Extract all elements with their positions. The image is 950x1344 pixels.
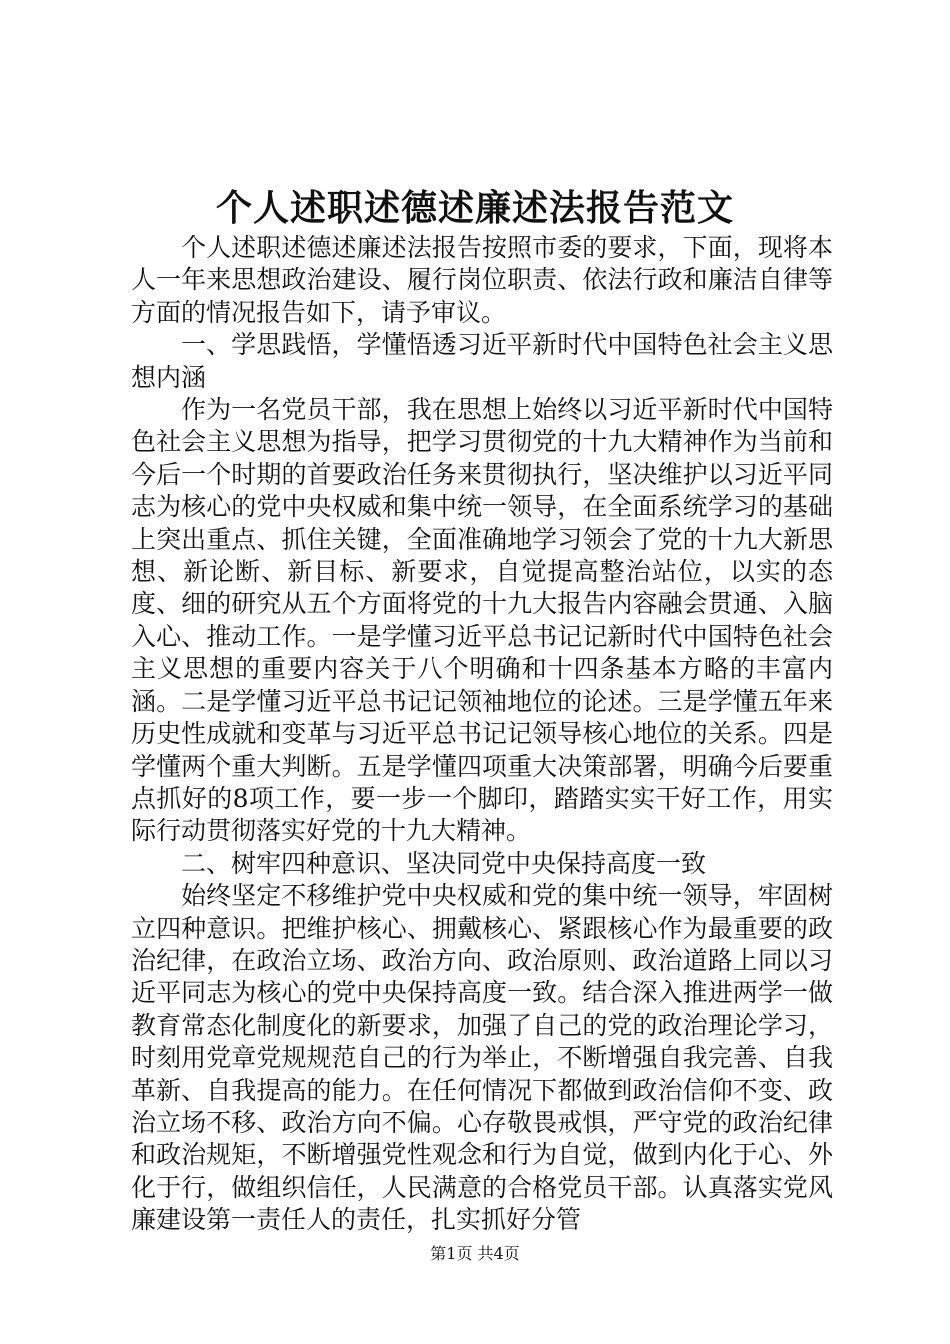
paragraph-section-1: 作为一名党员干部，我在思想上始终以习近平新时代中国特色社会主义思想为指导，把学习贯彻党的十九大精神作为当前和今后一个时期的首要政治任务来贯彻执行，坚决维护以习近平同志为核心的党中央权威和集中统一领导，在全面系统学习的基础上突出重点、抓住关键，全面准确地学习领会了党的十九大新思想、新论断、新目标、新要求，自觉提高整治站位，以实的态度、细的研究从五个方面将党的十九大报告内容融会贯通、入脑入心、推动工作。一是学懂习近平总书记记新时代中国特色社会主义思想的重要内容关于八个明确和十四条基本方略的丰富内涵。二是学懂习近平总书记记领袖地位的论述。三是学懂五年来历史性成就和变革与习近平总书记记领导核心地位的关系。四是学懂两个重大判断。五是学懂四项重大决策部署，明确今后要重点抓好的8项工作，要一步一个脚印，踏踏实实干好工作，用实际行动贯彻落实好党的十九大精神。 [131, 395, 833, 846]
section-heading-2: 二、树牢四种意识、坚决同党中央保持高度一致 [181, 848, 707, 878]
section-heading-1: 一、学思践悟，学懂悟透习近平新时代中国特色社会主义思想内涵 [131, 330, 833, 392]
document-title: 个人述职述德述廉述法报告范文 [215, 187, 734, 229]
paragraph-intro: 个人述职述德述廉述法报告按照市委的要求，下面，现将本人一年来思想政治建设、履行岗位职责、依法行政和廉洁自律等方面的情况报告如下，请予审议。 [131, 233, 833, 327]
document-body [131, 232, 833, 1237]
page-footer: 第1页 共4页 [430, 1244, 520, 1263]
paragraph-section-2: 始终坚定不移维护党中央权威和党的集中统一领导，牢固树立四种意识。把维护核心、拥戴核心、紧跟核心作为最重要的政治纪律，在政治立场、政治方向、政治原则、政治道路上同以习近平同志为核心的党中央保持高度一致。结合深入推进两学一做教育常态化制度化的新要求，加强了自己的党的政治理论学习，时刻用党章党规规范自己的行为举止，不断增强自我完善、自我革新、自我提高的能力。在任何情况下都做到政治信仰不变、政治立场不移、政治方向不偏。心存敬畏戒惧，严守党的政治纪律和政治规矩，不断增强党性观念和行为自觉，做到内化于心、外化于行，做组织信任，人民满意的合格党员干部。认真落实党风廉建设第一责任人的责任，扎实抓好分管 [131, 881, 833, 1235]
